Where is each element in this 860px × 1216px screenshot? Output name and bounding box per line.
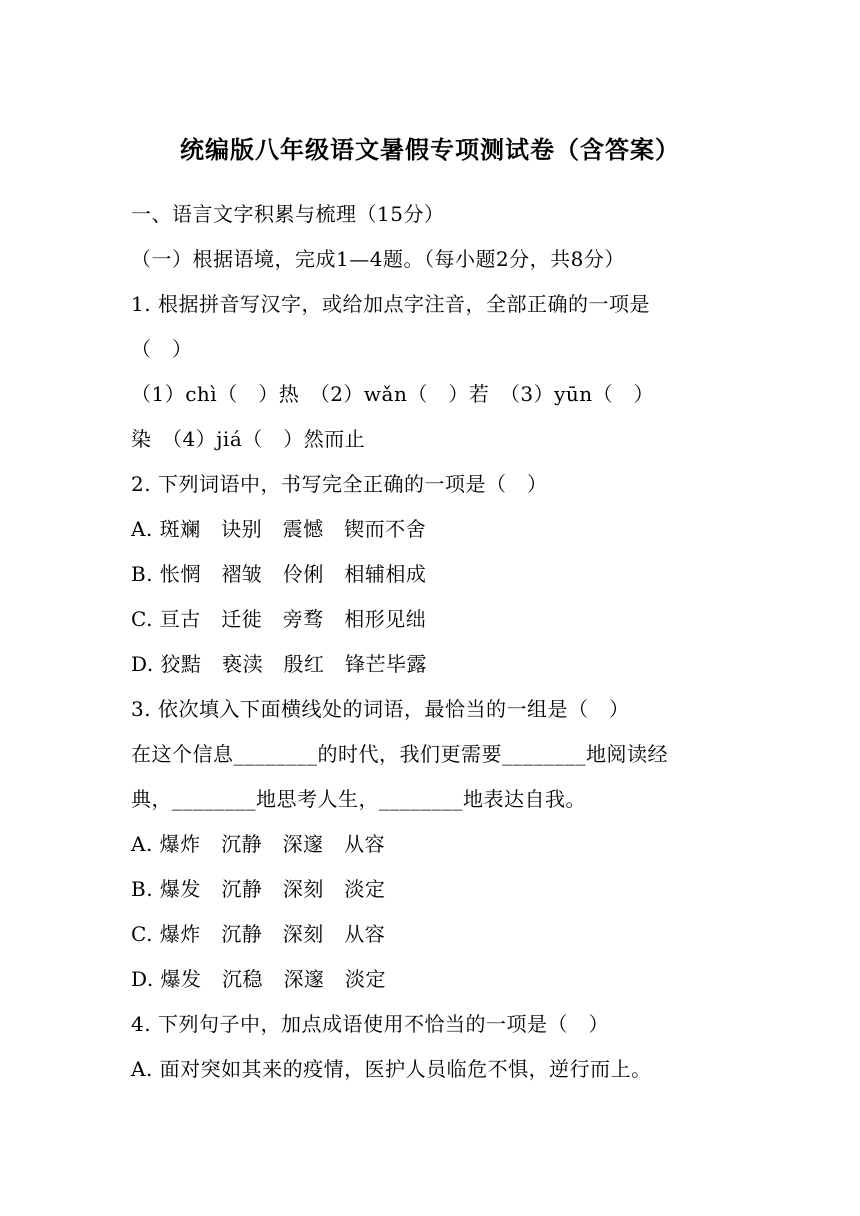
question-1-answer-slot: （ ）	[131, 337, 193, 361]
question-3-passage-line-2: 典，________地思考人生，________地表达自我。	[131, 787, 586, 811]
document-title: 统编版八年级语文暑假专项测试卷（含答案）	[180, 136, 680, 164]
question-4-text: 4. 下列句子中，加点成语使用不恰当的一项是（ ）	[131, 1012, 609, 1036]
question-2-option-a: A. 斑斓 诀别 震憾 锲而不舍	[131, 517, 427, 541]
question-2-option-c: C. 亘古 迁徙 旁骛 相形见绌	[131, 607, 427, 631]
question-3-option-a: A. 爆炸 沉静 深邃 从容	[131, 832, 386, 856]
document-body	[131, 192, 731, 1092]
question-3-passage-line-1: 在这个信息________的时代，我们更需要________地阅读经	[131, 742, 668, 766]
question-1-text: 1. 根据拼音写汉字，或给加点字注音，全部正确的一项是	[131, 292, 650, 316]
question-3-text: 3. 依次填入下面横线处的词语，最恰当的一组是（ ）	[131, 697, 630, 721]
question-2-option-d: D. 狡黠 亵渎 殷红 锋芒毕露	[131, 652, 428, 676]
question-2-text: 2. 下列词语中，书写完全正确的一项是（ ）	[131, 472, 548, 496]
subsection-instructions: （一）根据语境，完成1—4题。（每小题2分，共8分）	[131, 247, 625, 271]
section-heading: 一、语言文字积累与梳理（15分）	[131, 202, 445, 226]
question-2-option-b: B. 怅惘 褶皱 伶俐 相辅相成	[131, 562, 427, 586]
question-3-option-b: B. 爆发 沉静 深刻 淡定	[131, 877, 386, 901]
question-4-option-a: A. 面对突如其来的疫情，医护人员临危不惧，逆行而上。	[131, 1057, 652, 1081]
question-3-option-c: C. 爆炸 沉静 深刻 从容	[131, 922, 386, 946]
question-3-option-d: D. 爆发 沉稳 深邃 淡定	[131, 967, 387, 991]
question-1-items-line-1: （1）chì（ ）热 （2）wǎn（ ）若 （3）yūn（ ）	[131, 382, 655, 406]
question-1-items-line-2: 染 （4）jiá（ ）然而止	[131, 427, 366, 451]
